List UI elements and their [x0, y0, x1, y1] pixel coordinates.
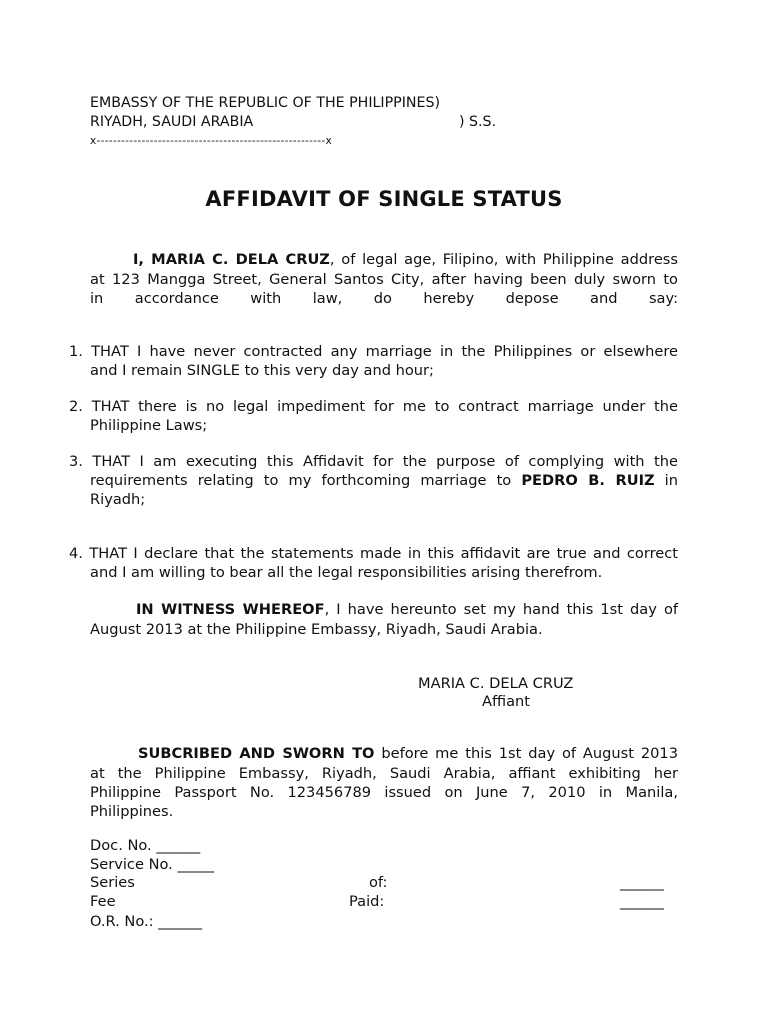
item-2-line-1: 2. THAT there is no legal impediment for me to contract marriage under the: [69, 398, 678, 415]
jurat-line-2: at the Philippine Embassy, Riyadh, Saudi Arabia, affiant exhibiting her: [90, 765, 678, 782]
or-no: O.R. No.: ______: [90, 913, 202, 930]
venue-line-1: EMBASSY OF THE REPUBLIC OF THE PHILIPPINES): [90, 95, 441, 111]
venue-ss: ) S.S.: [459, 114, 497, 130]
series-blank: ______: [620, 874, 664, 891]
document-title: AFFIDAVIT OF SINGLE STATUS: [205, 187, 563, 211]
series-of: of:: [369, 874, 388, 891]
service-no: Service No. _____: [90, 856, 214, 873]
jurat-line-3: Philippine Passport No. 123456789 issued on June 7, 2010 in Manila,: [90, 784, 678, 801]
witness-line-1-rest: , I have hereunto set my hand this 1st day of: [324, 601, 679, 618]
item-3-line-3: Riyadh;: [90, 491, 146, 508]
jurat-line-4: Philippines.: [90, 803, 174, 820]
witness-line-1: [136, 600, 678, 619]
item-3-line-2: [90, 471, 678, 490]
jurat-line-1-rest: before me this 1st day of August 2013: [374, 745, 678, 762]
intro-line-1: [133, 250, 678, 269]
fee-label: Fee: [90, 893, 116, 910]
doc-no: Doc. No. ______: [90, 837, 201, 854]
item-3-line-1: 3. THAT I am executing this Affidavit for the purpose of complying with the: [69, 453, 678, 470]
affiant-role: Affiant: [482, 693, 531, 710]
fee-paid: Paid:: [349, 893, 385, 910]
affiant-signature-name: MARIA C. DELA CRUZ: [418, 675, 574, 692]
witness-lead: IN WITNESS WHEREOF: [136, 601, 325, 618]
groom-name: PEDRO B. RUIZ: [521, 472, 655, 489]
item-3-line-2-b: in: [654, 472, 678, 489]
affiant-name-intro: I, MARIA C. DELA CRUZ: [133, 251, 330, 268]
jurat-line-1: [138, 744, 678, 763]
intro-line-2: at 123 Mangga Street, General Santos City, after having been duly sworn to: [90, 271, 678, 288]
item-2-line-2: Philippine Laws;: [90, 417, 208, 434]
item-4-line-2: and I am willing to bear all the legal responsibilities arising therefrom.: [90, 564, 603, 581]
venue-line-2: RIYADH, SAUDI ARABIA: [90, 114, 254, 130]
witness-line-2: August 2013 at the Philippine Embassy, Riyadh, Saudi Arabia.: [90, 621, 543, 638]
intro-line-1-rest: , of legal age, Filipino, with Philippine address: [329, 251, 679, 268]
fee-blank: ______: [620, 893, 664, 910]
item-1-line-1: 1. THAT I have never contracted any marriage in the Philippines or elsewhere: [69, 343, 678, 360]
item-3-line-2-a: requirements relating to my forthcoming marriage to: [90, 472, 522, 489]
series-label: Series: [90, 874, 135, 891]
item-1-line-2: and I remain SINGLE to this very day and hour;: [90, 362, 434, 379]
intro-line-3: in accordance with law, do hereby depose and say:: [90, 290, 678, 307]
item-4-line-1: 4. THAT I declare that the statements made in this affidavit are true and correct: [69, 545, 678, 562]
jurat-lead: SUBCRIBED AND SWORN TO: [138, 745, 375, 762]
venue-separator: x--------------------------------------------------------x: [90, 135, 333, 147]
